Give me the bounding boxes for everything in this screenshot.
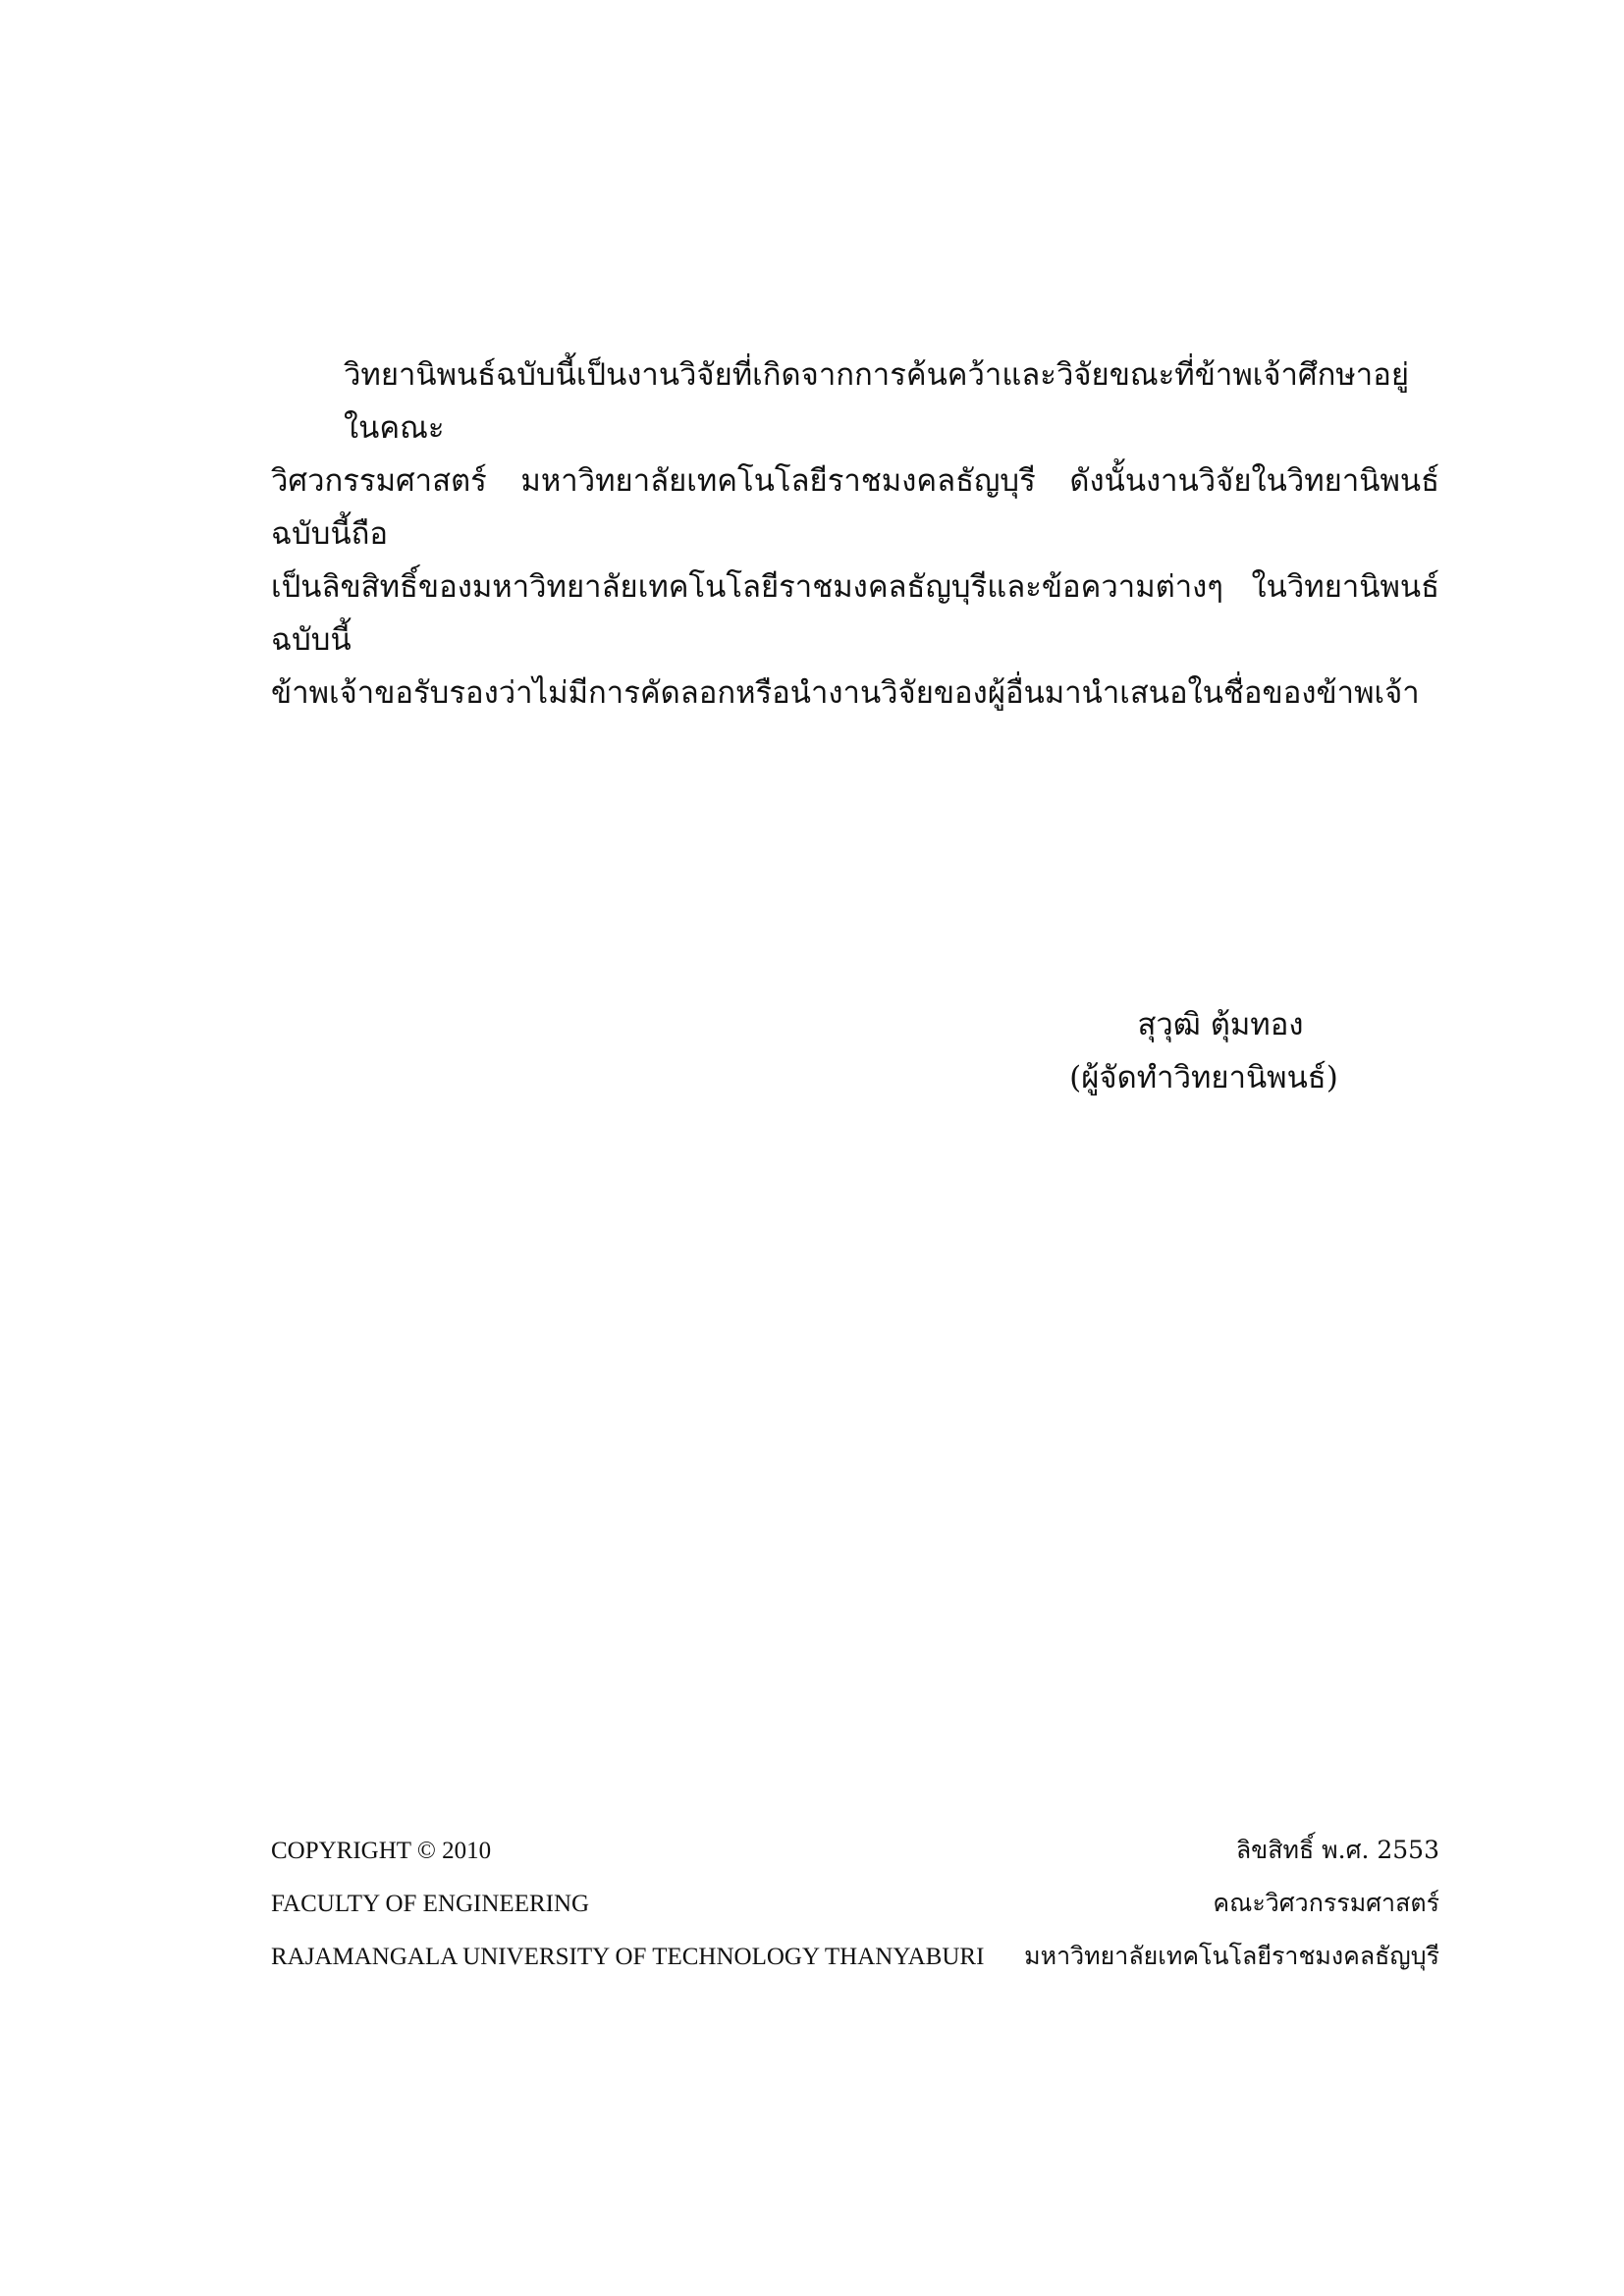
university-en: RAJAMANGALA UNIVERSITY OF TECHNOLOGY THANYABURI: [271, 1944, 985, 1970]
declaration-line-3: เป็นลิขสิทธิ์ของมหาวิทยาลัยเทคโนโลยีราชมงคลธัญบุรีและข้อความต่างๆ ในวิทยานิพนธ์ฉบับนี้: [271, 569, 1439, 658]
copyright-th: ลิขสิทธิ์ พ.ศ. 2553: [1235, 1836, 1439, 1864]
university-th: มหาวิทยาลัยเทคโนโลยีราชมงคลธัญบุรี: [1024, 1942, 1439, 1970]
faculty-th: คณะวิศวกรรมศาสตร์: [1213, 1889, 1439, 1917]
author-role: (ผู้จัดทำวิทยานิพนธ์): [1069, 1060, 1338, 1095]
university-row: [271, 1930, 1439, 1983]
author-signature-block: [1066, 998, 1341, 1104]
faculty-en: FACULTY OF ENGINEERING: [271, 1891, 590, 1917]
author-name: สุวุฒิ ตุ้มทอง: [1137, 1007, 1304, 1042]
declaration-paragraph: [271, 348, 1439, 720]
copyright-en: COPYRIGHT © 2010: [271, 1838, 492, 1864]
copyright-row: [271, 1824, 1439, 1877]
copyright-footer: [271, 1824, 1439, 1983]
declaration-line-4: ข้าพเจ้าขอรับรองว่าไม่มีการคัดลอกหรือนำงานวิจัยของผู้อื่นมานำเสนอในชื่อของข้าพเจ้า: [271, 675, 1420, 711]
declaration-line-1: วิทยานิพนธ์ฉบับนี้เป็นงานวิจัยที่เกิดจากการค้นคว้าและวิจัยขณะที่ข้าพเจ้าศึกษาอยู่ในคณะ: [344, 357, 1409, 446]
declaration-line-2: วิศวกรรมศาสตร์ มหาวิทยาลัยเทคโนโลยีราชมงคลธัญบุรี ดังนั้นงานวิจัยในวิทยานิพนธ์ฉบับนี้ถือ: [271, 463, 1439, 552]
faculty-row: [271, 1877, 1439, 1930]
